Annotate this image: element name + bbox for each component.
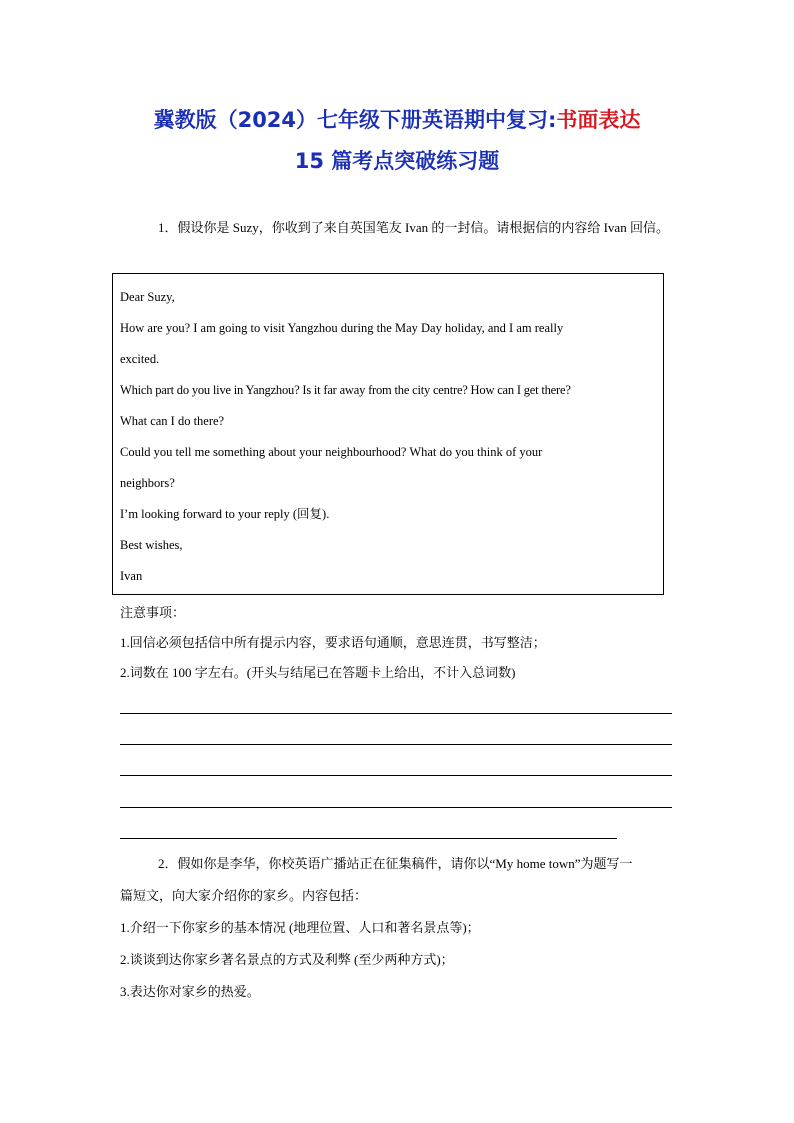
letter-line: How are you? I am going to visit Yangzhou during the May Day holiday, and I am really [120, 321, 564, 335]
notes-title: 注意事项： [120, 605, 186, 620]
note-item: 2.词数在 100 字左右。(开头与结尾已在答题卡上给出，不计入总词数) [120, 665, 516, 680]
letter-box [112, 273, 664, 595]
document-title-line-1 [0, 106, 794, 134]
title-blue-part: 冀教版（2024）七年级下册英语期中复习: [153, 108, 557, 132]
letter-line: Which part do you live in Yangzhou? Is it far away from the city centre? How can I get there? [120, 383, 571, 397]
letter-line: neighbors? [120, 476, 175, 490]
question-2-prompt-line: 篇短文，向大家介绍你的家乡。内容包括： [120, 888, 368, 903]
answer-line[interactable] [120, 838, 617, 839]
answer-line[interactable] [120, 744, 672, 745]
answer-line[interactable] [120, 807, 672, 808]
question-2-requirement: 2.谈谈到达你家乡著名景点的方式及利弊 (至少两种方式)； [120, 952, 454, 967]
document-title-line-2: 15 篇考点突破练习题 [294, 149, 500, 173]
notes-section [120, 598, 680, 688]
letter-line: What can I do there? [120, 414, 225, 428]
note-item: 1.回信必须包括信中所有提示内容，要求语句通顺，意思连贯，书写整洁； [120, 635, 546, 650]
answer-line[interactable] [120, 713, 672, 714]
question-1-prompt: 1．假设你是 Suzy，你收到了来自英国笔友 Ivan 的一封信。请根据信的内容给 Ivan 回信。 [158, 220, 669, 235]
letter-line: Could you tell me something about your neighbourhood? What do you think of your [120, 445, 543, 459]
question-2 [120, 848, 676, 1008]
question-2-prompt-line: 2．假如你是李华，你校英语广播站正在征集稿件，请你以“My home town”为题写一 [158, 856, 633, 871]
letter-line: Ivan [120, 569, 143, 583]
letter-line: I’m looking forward to your reply (回复). [120, 507, 330, 521]
answer-line[interactable] [120, 775, 672, 776]
letter-line: excited. [120, 352, 160, 366]
question-2-requirement: 3.表达你对家乡的热爱。 [120, 984, 260, 999]
question-2-requirement: 1.介绍一下你家乡的基本情况 (地理位置、人口和著名景点等)； [120, 920, 480, 935]
letter-line: Dear Suzy, [120, 290, 175, 304]
title-red-part: 书面表达 [556, 108, 641, 132]
letter-line: Best wishes, [120, 538, 183, 552]
